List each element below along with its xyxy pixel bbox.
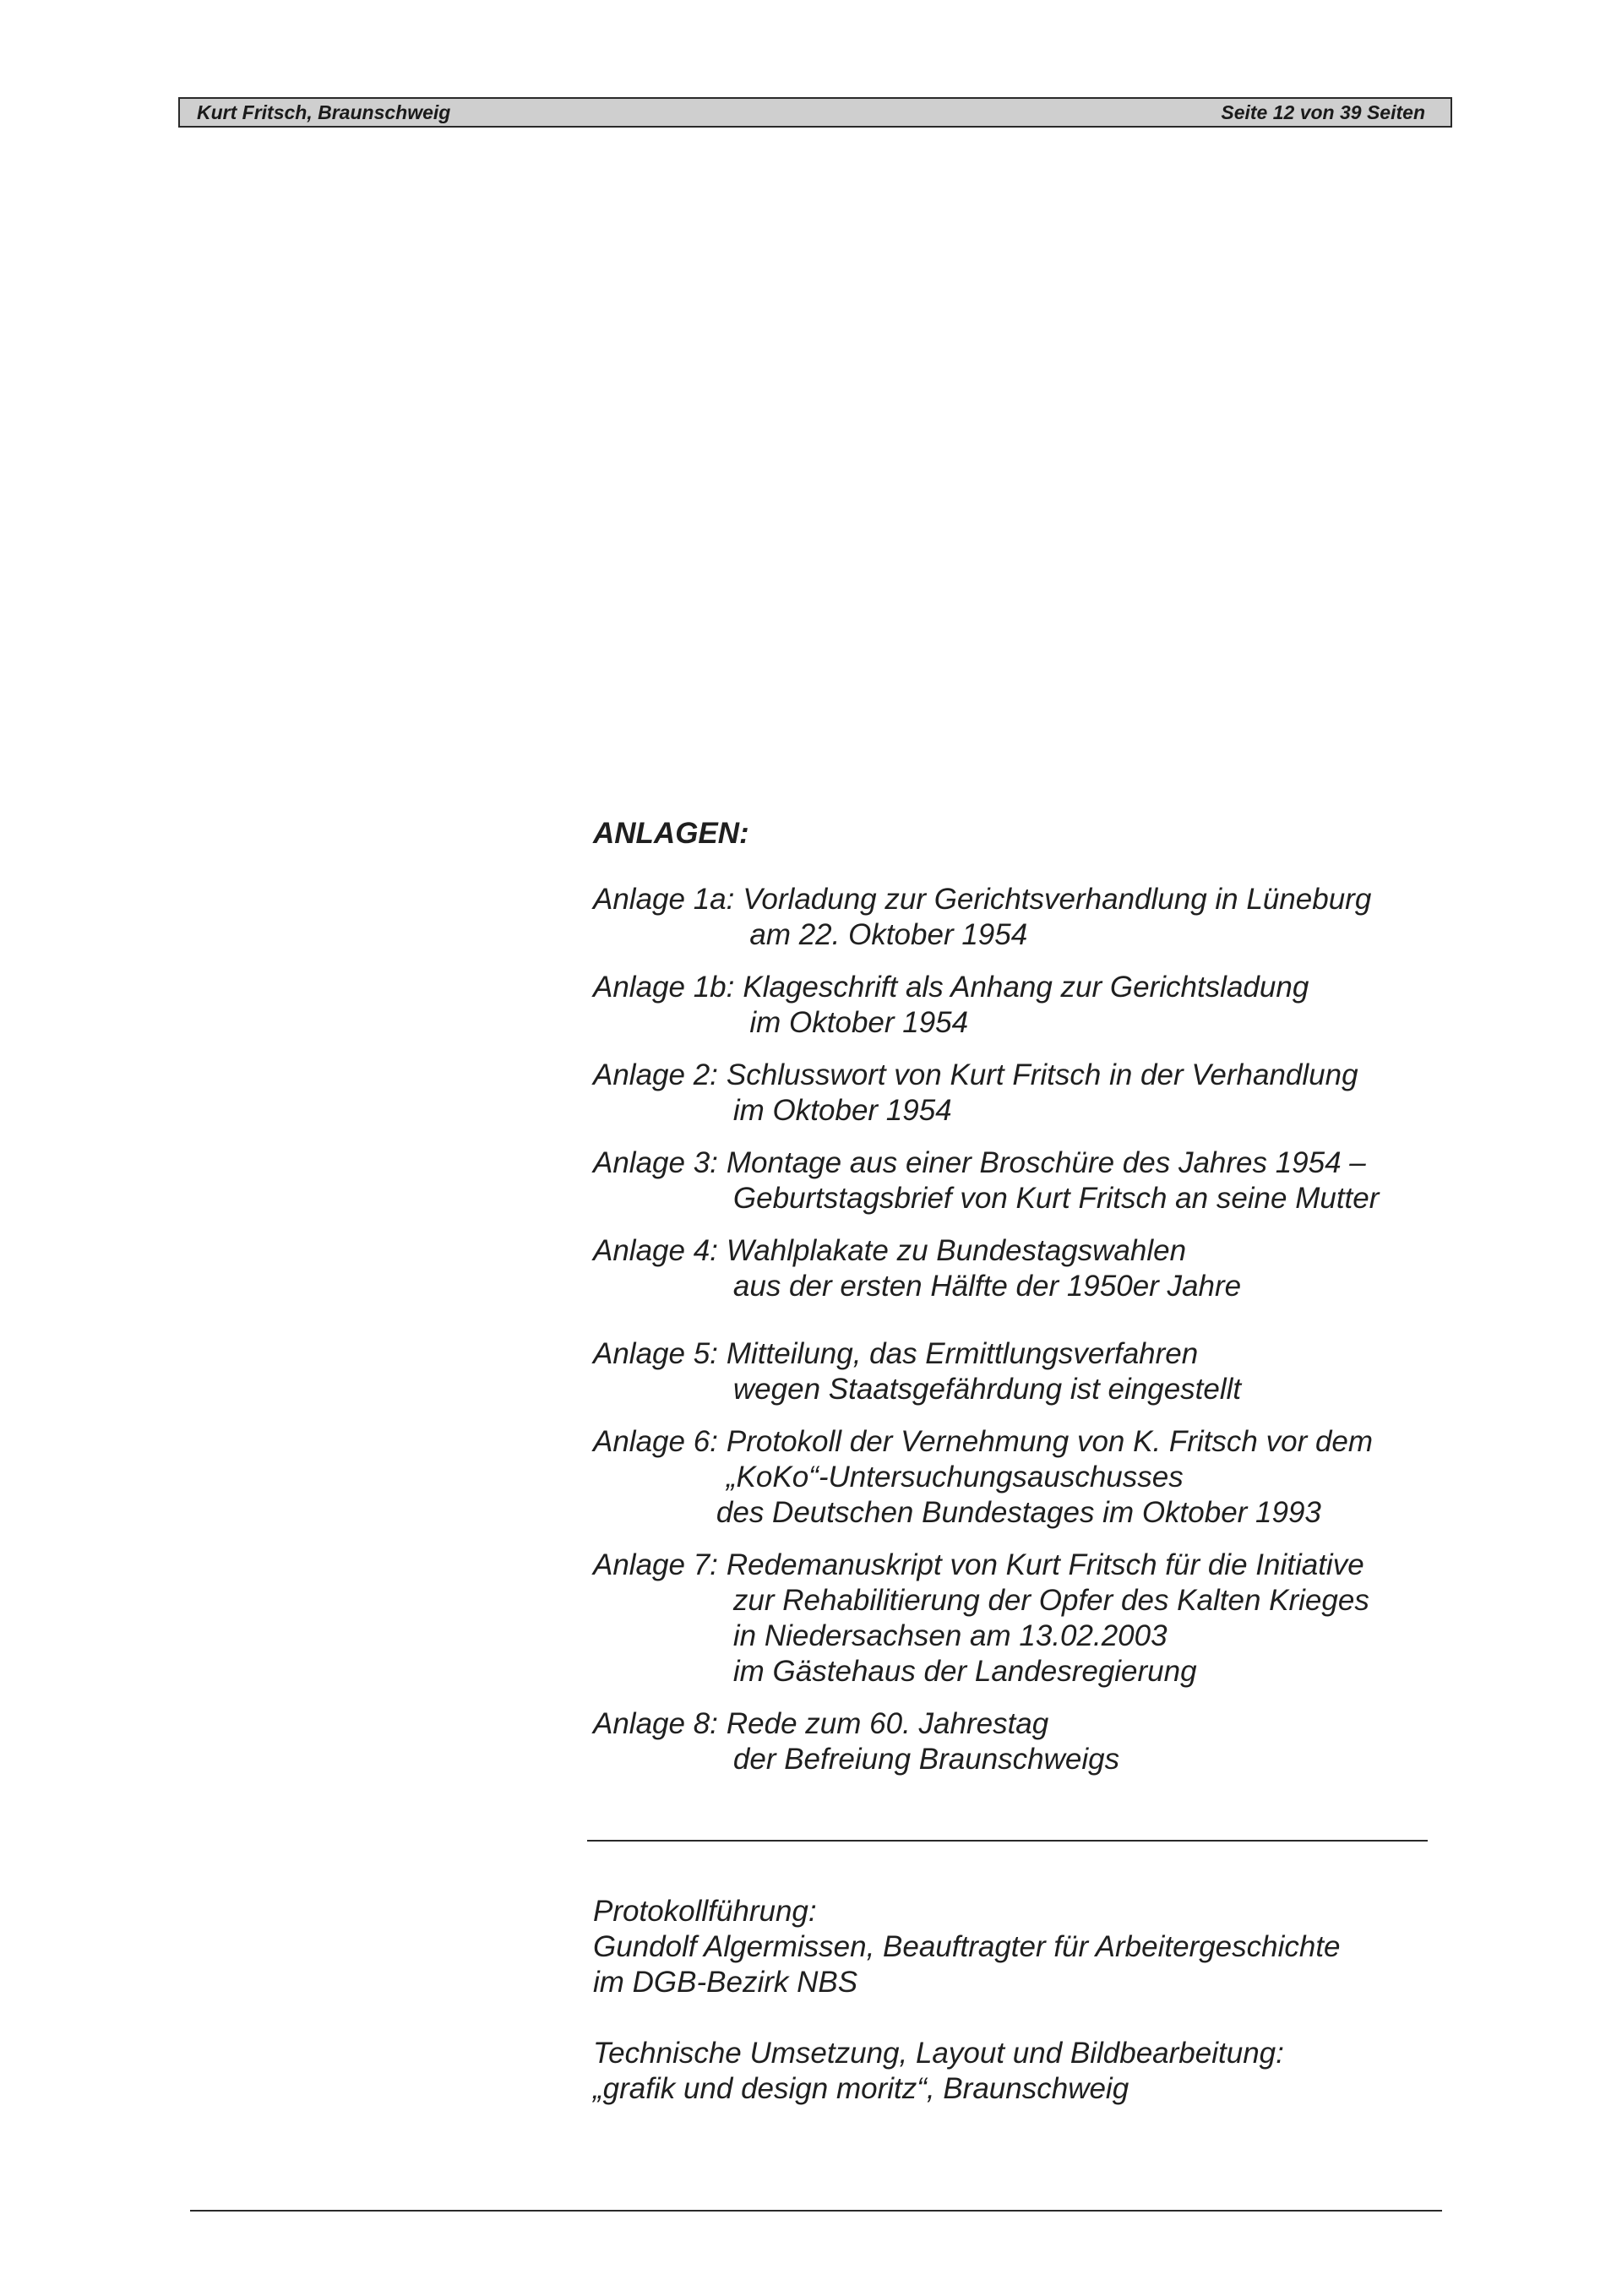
annex-line: in Niedersachsen am 13.02.2003 [732, 1619, 1168, 1652]
annex-label: Anlage 2: [593, 1058, 718, 1091]
technical-name: „grafik und design moritz“, Braunschweig [593, 2072, 1129, 2105]
annex-item [593, 970, 1438, 1041]
annex-label: Anlage 5: [593, 1337, 718, 1370]
technical-label: Technische Umsetzung, Layout und Bildbearbeitung: [593, 2037, 1284, 2070]
annex-item [593, 1233, 1438, 1304]
annex-item [593, 1145, 1438, 1216]
annex-line: Vorladung zur Gerichtsverhandlung in Lüneburg [743, 883, 1372, 916]
annex-line: „KoKo“-Untersuchungsauschusses [726, 1461, 1184, 1493]
annex-section [593, 816, 1438, 1794]
annex-line: des Deutschen Bundestages im Oktober 1993 [716, 1496, 1321, 1529]
annex-line: im Oktober 1954 [749, 1006, 969, 1039]
annex-line: Redemanuskript von Kurt Fritsch für die Initiative [726, 1548, 1364, 1581]
annex-item [593, 1058, 1438, 1129]
annex-line: zur Rehabilitierung der Opfer des Kalten Krieges [732, 1584, 1369, 1617]
annex-description [743, 970, 1309, 1041]
annex-line: aus der ersten Hälfte der 1950er Jahre [732, 1270, 1242, 1303]
annex-item [593, 1336, 1438, 1407]
annex-line: der Befreiung Braunschweigs [732, 1743, 1120, 1776]
annex-description [727, 1336, 1241, 1407]
annex-item [593, 1706, 1438, 1777]
annex-label: Anlage 4: [593, 1234, 718, 1267]
annex-description [716, 1424, 1374, 1531]
page-header [178, 97, 1452, 128]
annex-line: Montage aus einer Broschüre des Jahres 1954 – [726, 1146, 1366, 1179]
annex-line: Rede zum 60. Jahrestag [726, 1707, 1049, 1740]
annex-label: Anlage 1b: [593, 971, 735, 1004]
annex-description [727, 1058, 1358, 1129]
annex-label: Anlage 1a: [593, 883, 735, 916]
header-author: Kurt Fritsch, Braunschweig [197, 101, 451, 123]
annex-line: Schlusswort von Kurt Fritsch in der Verhandlung [726, 1058, 1358, 1091]
annex-description [727, 1233, 1241, 1304]
annex-item [593, 1548, 1438, 1689]
annex-item [593, 1424, 1438, 1531]
annex-line: Protokoll der Vernehmung von K. Fritsch vor dem [726, 1425, 1374, 1458]
protocol-label: Protokollführung: [593, 1895, 817, 1928]
header-page-number: Seite 12 von 39 Seiten [1221, 101, 1425, 123]
annex-line: Klageschrift als Anhang zur Gerichtsladung [743, 971, 1309, 1004]
annex-label: Anlage 8: [593, 1707, 718, 1740]
annex-line: im Gästehaus der Landesregierung [732, 1655, 1197, 1688]
annex-label: Anlage 6: [593, 1425, 718, 1458]
annex-line: im Oktober 1954 [732, 1094, 952, 1127]
annex-description [727, 1548, 1369, 1689]
annex-line: wegen Staatsgefährdung ist eingestellt [732, 1373, 1242, 1406]
section-divider [587, 1840, 1428, 1842]
annex-description [727, 1145, 1380, 1216]
annex-line: Geburtstagsbrief von Kurt Fritsch an seine Mutter [732, 1182, 1380, 1215]
annex-label: Anlage 7: [593, 1548, 718, 1581]
annex-item [593, 882, 1438, 953]
annex-heading: ANLAGEN: [593, 817, 749, 850]
annex-line: Mitteilung, das Ermittlungsverfahren [726, 1337, 1199, 1370]
annex-label: Anlage 3: [593, 1146, 718, 1179]
credits-section [593, 1894, 1438, 2107]
protocol-organization: im DGB-Bezirk NBS [593, 1966, 858, 1999]
annex-line: Wahlplakate zu Bundestagswahlen [726, 1234, 1187, 1267]
annex-line: am 22. Oktober 1954 [749, 918, 1028, 951]
protocol-name: Gundolf Algermissen, Beauftragter für Arbeitergeschichte [593, 1930, 1341, 1963]
footer-divider [190, 2210, 1442, 2212]
annex-description [727, 1706, 1119, 1777]
annex-description [743, 882, 1371, 953]
